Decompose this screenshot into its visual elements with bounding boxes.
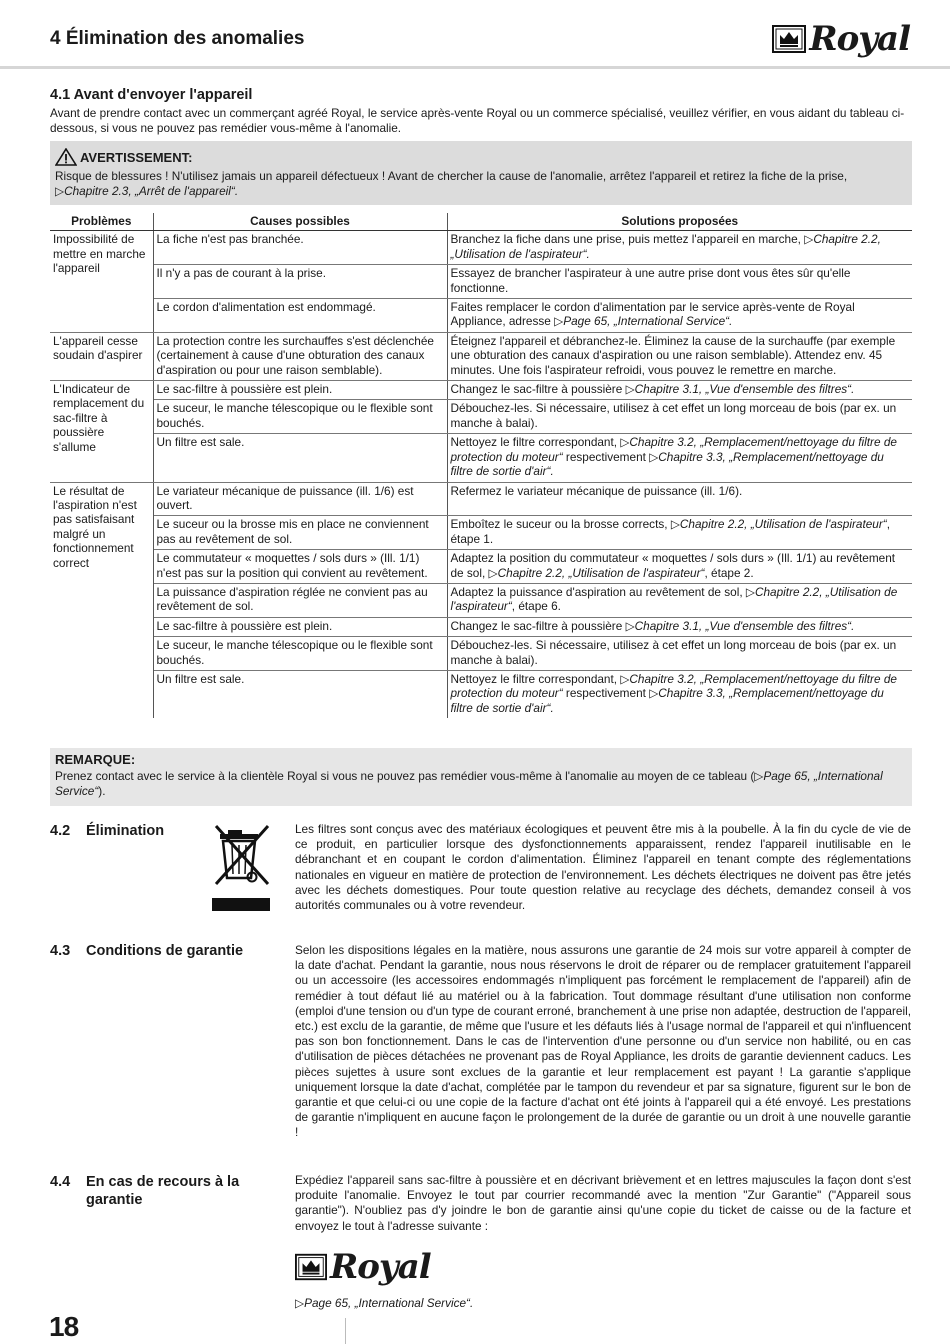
section-4-4-title	[50, 1173, 239, 1209]
table-row	[50, 637, 912, 671]
solution-reference[interactable]: Chapitre 2.2, „Utilisation de l'aspirateur“	[679, 517, 887, 532]
solution-cell: Nettoyez le filtre correspondant, ▷Chapitre 3.2, „Remplacement/nettoyage du filtre de protection du moteur“ respectivement ▷Chapitre 3.3, „Remplacement/nettoyage du filtre de sortie d'air“.	[450, 671, 897, 715]
reference-arrow-icon: ▷	[488, 565, 498, 580]
section-4-1-title: 4.1 Avant d'envoyer l'appareil	[50, 87, 253, 103]
table-row	[50, 299, 912, 333]
cause-cell: Un filtre est sale.	[153, 670, 447, 718]
warning-text	[55, 169, 907, 199]
reference-arrow-icon: ▷	[649, 686, 659, 701]
logo-text: Royal	[330, 1247, 431, 1287]
section-title-text: Conditions de garantie	[86, 943, 244, 959]
solution-cell: Adaptez la position du commutateur « moquettes / sols durs » (Ill. 1/1) au revêtement de sol, ▷Chapitre 2.2, „Utilisation de l'aspirateur“, étape 2.	[447, 550, 912, 584]
warning-reference[interactable]: Chapitre 2.3, „Arrêt de l'appareil“.	[64, 184, 239, 199]
table-row	[50, 400, 912, 434]
logo-text: Royal	[809, 19, 910, 59]
cause-cell: Un filtre est sale.	[153, 434, 447, 482]
table-row	[50, 583, 912, 617]
solution-reference[interactable]: Chapitre 3.3, „Remplacement/nettoyage du filtre de sortie d'air“.	[450, 686, 884, 715]
warning-body: Risque de blessures ! N'utilisez jamais un appareil défectueux ! Avant de chercher la cause de l'anomalie, arrêtez l'appareil et retirez la fiche de la prise,	[55, 169, 848, 183]
cause-cell: Le sac-filtre à poussière est plein.	[153, 617, 447, 636]
solution-cell: Essayez de brancher l'aspirateur à une autre prise dont vous êtes sûr qu'elle fonctionne.	[447, 265, 912, 299]
column-header-problems: Problèmes	[50, 213, 153, 231]
page-number: 18	[49, 1311, 79, 1342]
reference-arrow-icon: ▷	[55, 184, 65, 199]
cause-cell: Le suceur, le manche télescopique ou le flexible sont bouchés.	[153, 400, 447, 434]
reference-arrow-icon: ▷	[649, 449, 659, 464]
section-title-text: Élimination	[86, 823, 165, 839]
warning-triangle-icon	[55, 148, 77, 166]
solution-reference[interactable]: Chapitre 3.1, „Vue d'ensemble des filtres“.	[634, 618, 855, 633]
solution-cell: Adaptez la puissance d'aspiration au revêtement de sol, ▷Chapitre 2.2, „Utilisation de l'aspirateur“, étape 6.	[447, 583, 912, 617]
reference-arrow-icon: ▷	[625, 382, 635, 397]
section-title-text-line2: garantie	[86, 1192, 143, 1208]
reference-arrow-icon: ▷	[554, 314, 564, 329]
header-rule	[0, 66, 950, 69]
warning-heading	[55, 148, 907, 166]
solution-cell: Éteignez l'appareil et débranchez-le. Éliminez la cause de la surchauffe (par exemple une obturation des canaux d'aspiration ou une raison semblable). Attendez env. 45 minutes. Une fois l'aspirateur refroidi, vous pouvez le remettre en marche.	[447, 332, 912, 380]
reference-arrow-icon: ▷	[754, 769, 764, 783]
solution-reference[interactable]: Page 65, „International Service“.	[563, 314, 733, 329]
cause-cell: La protection contre les surchauffes s'est déclenchée (certainement à cause d'une obturation des canaux d'aspiration ou pour une raison semblable).	[153, 332, 447, 380]
solution-cell: Emboîtez le suceur ou la brosse corrects, ▷Chapitre 2.2, „Utilisation de l'aspirateur“, étape 1.	[447, 516, 912, 550]
crown-emblem-icon	[295, 1253, 327, 1281]
solution-reference[interactable]: Chapitre 3.2, „Remplacement/nettoyage du filtre de protection du moteur“	[450, 435, 897, 464]
solution-cell: Changez le sac-filtre à poussière ▷Chapitre 3.1, „Vue d'ensemble des filtres“.	[447, 617, 912, 636]
solution-cell: Nettoyez le filtre correspondant, ▷Chapitre 3.2, „Remplacement/nettoyage du filtre de protection du moteur“ respectivement ▷Chapitre 3.3, „Remplacement/nettoyage du filtre de sortie d'air“.	[447, 434, 912, 482]
solution-reference[interactable]: Chapitre 3.1, „Vue d'ensemble des filtres“.	[634, 382, 855, 397]
solution-cell: Faites remplacer le cordon d'alimentation par le service après-vente de Royal Appliance, adresse ▷Page 65, „International Service“.	[447, 299, 912, 333]
table-row	[50, 617, 912, 636]
reference-arrow-icon: ▷	[804, 232, 814, 247]
solution-reference[interactable]: Chapitre 3.2, „Remplacement/nettoyage du filtre de protection du moteur“	[450, 671, 897, 701]
solution-reference[interactable]: Chapitre 3.3, „Remplacement/nettoyage du filtre de sortie d'air“.	[450, 449, 884, 479]
table-row	[50, 231, 912, 265]
table-row	[50, 670, 912, 718]
section-4-2-title	[50, 822, 164, 840]
table-row	[50, 265, 912, 299]
table-row	[50, 482, 912, 516]
problem-cell: L'appareil cesse soudain d'aspirer	[50, 332, 153, 380]
problem-cell: L'Indicateur de remplacement du sac-filtre à poussière s'allume	[50, 381, 153, 482]
troubleshooting-table	[50, 213, 912, 718]
column-header-causes: Causes possibles	[153, 213, 447, 231]
solution-reference[interactable]: Chapitre 2.2, „Utilisation de l'aspirateur“	[450, 584, 898, 614]
crown-emblem-icon	[772, 25, 806, 53]
solution-cell: Changez le sac-filtre à poussière ▷Chapitre 3.1, „Vue d'ensemble des filtres“.	[447, 381, 912, 400]
reference-arrow-icon: ▷	[745, 584, 755, 599]
cause-cell: Il n'y a pas de courant à la prise.	[153, 265, 447, 299]
table-row	[50, 550, 912, 584]
section-4-4-text: Expédiez l'appareil sans sac-filtre à poussière et en décrivant brièvement et en lettres majuscules la façon dont s'est produite l'anomalie. Envoyez le tout par courrier recommandé avec la mention "Zur Garantie" ("Appareil sous garantie"). N'oubliez pas d'y joindre le bon de garantie ainsi qu'une copie du ticket de caisse ou de la facture et envoyez le tout à l'adresse suivante :	[295, 1173, 911, 1233]
section-number: 4.4	[50, 1174, 71, 1190]
table-row	[50, 434, 912, 482]
section-number: 4.3	[50, 943, 71, 959]
table-row	[50, 381, 912, 400]
problem-cell: Le résultat de l'aspiration n'est pas satisfaisant malgré un fonctionnement correct	[50, 482, 153, 718]
table-row	[50, 516, 912, 550]
cause-cell: Le commutateur « moquettes / sols durs » (Ill. 1/1) n'est pas sur la position qui convient au revêtement.	[153, 550, 447, 584]
note-heading: REMARQUE:	[55, 752, 136, 767]
reference-arrow-icon: ▷	[620, 435, 630, 450]
cause-cell: Le sac-filtre à poussière est plein.	[153, 381, 447, 400]
chapter-title: 4 Élimination des anomalies	[50, 28, 305, 49]
cause-cell: La puissance d'aspiration réglée ne convient pas au revêtement de sol.	[153, 583, 447, 617]
section-4-1-intro: Avant de prendre contact avec un commerçant agréé Royal, le service après-vente Royal ou un commerce spécialisé, veuillez vérifier, en vous aidant du tableau ci-dessous, si vous ne pouvez pas remédier vous-même à l'anomalie.	[50, 106, 905, 136]
address-reference	[295, 1296, 473, 1310]
footer-rule	[345, 1318, 346, 1344]
solution-cell: Branchez la fiche dans une prise, puis mettez l'appareil en marche, ▷Chapitre 2.2, „Utilisation de l'aspirateur“.	[447, 231, 912, 265]
cause-cell: Le suceur, le manche télescopique ou le flexible sont bouchés.	[153, 637, 447, 671]
solution-cell: Débouchez-les. Si nécessaire, utilisez à cet effet un long morceau de bois (par ex. un manche à balai).	[447, 637, 912, 671]
section-4-3-title	[50, 942, 243, 960]
cause-cell: Le suceur ou la brosse mis en place ne conviennent pas au revêtement de sol.	[153, 516, 447, 550]
warning-heading-text: AVERTISSEMENT:	[80, 149, 193, 165]
section-title-text: En cas de recours à la	[86, 1174, 240, 1190]
reference-arrow-icon: ▷	[295, 1296, 305, 1310]
address-reference-link[interactable]: Page 65, „International Service“.	[304, 1296, 474, 1310]
royal-logo-address	[295, 1247, 431, 1287]
section-4-3-text: Selon les dispositions légales en la matière, nous assurons une garantie de 24 mois sur votre appareil à compter de la date d'achat. Pendant la garantie, nous nous réservons le droit de réparer ou de remplacer gratuitement l'appareil ou un accessoire (les accessoires endommagés n'impliquent pas forcément le remplacement de l'appareil) afin de remédier à tout défaut lié au matériel ou à la fabrication. Tout dommage résultant d'une utilisation non conforme (emploi d'une tension ou d'un type de courant erroné, branchement à une prise non adaptée, destruction de l'appareil, etc.) est exclu de la garantie, de même que l'usure et les défauts liés à l'usage normal de l'appareil et qui n'influencent pas son bon fonctionnement. Dans le cas de l'intervention d'une personne ou d'un service non habilité, ou en cas d'utilisation de pièces détachées ne provenant pas de Royal Appliance, les droits de garantie deviennent caducs. Les pièces sujettes à usure sont exclues de la garantie et leur remplacement est payant ! La garantie s'applique uniquement lorsque la date d'achat, complétée par le tampon du revendeur et par sa signature, figurent sur le bon de garantie et que celui-ci ou une copie de la facture d'achat ont été joints à l'appareil qui a été envoyé. Les prestations de garantie n'impliquent en aucune façon le prolongement de la durée de garantie ou un droit à une nouvelle garantie !	[295, 943, 911, 1140]
solution-reference[interactable]: Chapitre 2.2, „Utilisation de l'aspirateur“	[497, 565, 705, 580]
table-header-row	[50, 213, 912, 231]
royal-logo	[772, 19, 910, 59]
solution-reference[interactable]: Chapitre 2.2, „Utilisation de l'aspirateur“.	[450, 232, 881, 261]
reference-arrow-icon: ▷	[620, 671, 630, 686]
crossed-out-wheelie-bin-icon	[212, 822, 272, 914]
cause-cell: Le variateur mécanique de puissance (ill. 1/6) est ouvert.	[153, 482, 447, 516]
reference-arrow-icon: ▷	[670, 517, 680, 532]
reference-arrow-icon: ▷	[625, 618, 635, 633]
solution-cell: Refermez le variateur mécanique de puissance (ill. 1/6).	[447, 482, 912, 516]
solution-cell: Débouchez-les. Si nécessaire, utilisez à cet effet un long morceau de bois (par ex. un manche à balai).	[447, 400, 912, 434]
cause-cell: Le cordon d'alimentation est endommagé.	[153, 299, 447, 333]
note-box	[50, 748, 912, 806]
page-header	[50, 19, 910, 68]
problem-cell: Impossibilité de mettre en marche l'appareil	[50, 231, 153, 332]
warning-box	[50, 141, 912, 205]
note-text: Prenez contact avec le service à la clientèle Royal si vous ne pouvez pas remédier vous-même à l'anomalie au moyen de ce tableau (▷Page 65, „International Service“).	[55, 769, 883, 799]
section-4-2-text: Les filtres sont conçus avec des matériaux écologiques et peuvent être mis à la poubelle. À la fin du cycle de vie de ce produit, en particulier lorsque des dysfonctionnements apparaissent, rendez l'appareil inutilisable en le débranchant et en coupant le cordon d'alimentation. Éliminez l'appareil en tenant compte des réglementations nationales en vigueur en matière de protection de l'environnement. Les déchets électriques ne doivent pas être jetés avec les déchets domestiques. Pour toute question relative au recyclage des déchets, demandez conseil à vos autorités communales ou à votre revendeur.	[295, 822, 911, 913]
cause-cell: La fiche n'est pas branchée.	[153, 231, 447, 265]
table-row	[50, 332, 912, 380]
section-number: 4.2	[50, 823, 71, 839]
column-header-solutions: Solutions proposées	[447, 213, 912, 231]
note-reference[interactable]: Page 65, „International Service“	[55, 769, 883, 799]
